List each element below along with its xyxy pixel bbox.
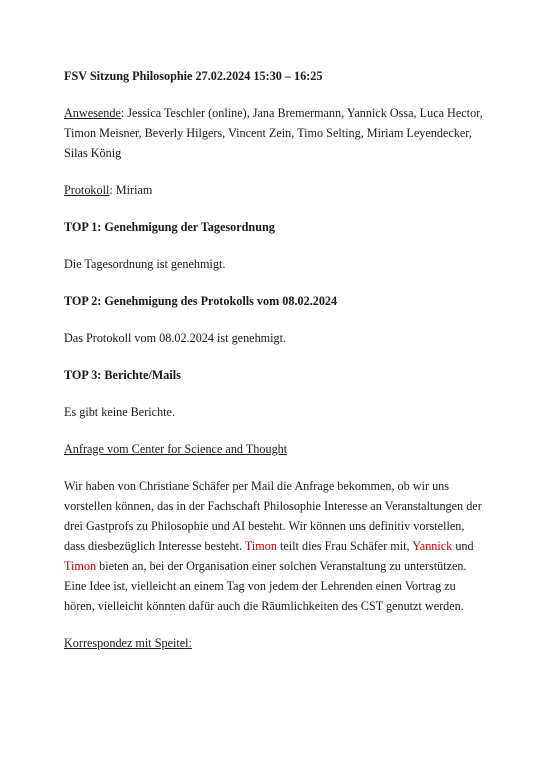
- attendees-label: Anwesende: [64, 106, 121, 120]
- top2-text: Das Protokoll vom 08.02.2024 ist genehmigt.: [64, 331, 287, 345]
- cst-text-a: Wir haben von Christiane Schäfer per Mail die Anfrage bekommen, ob wir uns vorstellen können, das in der Fachschaft Philosophie Interesse an Veranstaltungen der drei Gastprofs zu Philosophie und AI besteht. Wir können uns definitiv vorstellen, dass diesbezüglich Interesse besteht.: [64, 479, 482, 553]
- protocol-paragraph: [64, 180, 483, 200]
- top1-heading: TOP 1: Genehmigung der Tagesordnung: [64, 220, 275, 234]
- name-timon-1: Timon: [244, 539, 277, 553]
- cst-text-b: teilt dies Frau Schäfer mit,: [276, 539, 413, 553]
- top3-heading: TOP 3: Berichte/Mails: [64, 368, 181, 382]
- top3-text: Es gibt keine Berichte.: [64, 405, 176, 419]
- cst-request-heading: Anfrage vom Center for Science and Thought: [64, 442, 288, 456]
- protocol-label: Protokoll: [64, 183, 110, 197]
- meeting-title: FSV Sitzung Philosophie 27.02.2024 15:30 – 16:25: [64, 69, 323, 83]
- top1-text: Die Tagesordnung ist genehmigt.: [64, 257, 226, 271]
- attendees-paragraph: [64, 103, 483, 163]
- cst-request-paragraph: [64, 476, 483, 616]
- speitel-heading: Korrespondez mit Speitel:: [64, 636, 192, 650]
- attendees-list: : Jessica Teschler (online), Jana Bremermann, Yannick Ossa, Luca Hector, Timon Meisner, Beverly Hilgers, Vincent Zein, Timo Selting, Miriam Leyendecker, Silas König: [64, 106, 483, 160]
- protocol-writer: : Miriam: [109, 183, 153, 197]
- name-timon-2: Timon: [64, 559, 97, 573]
- top2-heading: TOP 2: Genehmigung des Protokolls vom 08.02.2024: [64, 294, 338, 308]
- cst-text-d: bieten an, bei der Organisation einer solchen Veranstaltung zu unterstützen. Eine Idee ist, vielleicht an einem Tag von jedem der Lehrenden einen Vortrag zu hören, vielleicht könnten dafür auch die Räumlichkeiten des CST genutzt werden.: [64, 559, 467, 613]
- name-yannick: Yannick: [412, 539, 453, 553]
- cst-text-c: und: [452, 539, 474, 553]
